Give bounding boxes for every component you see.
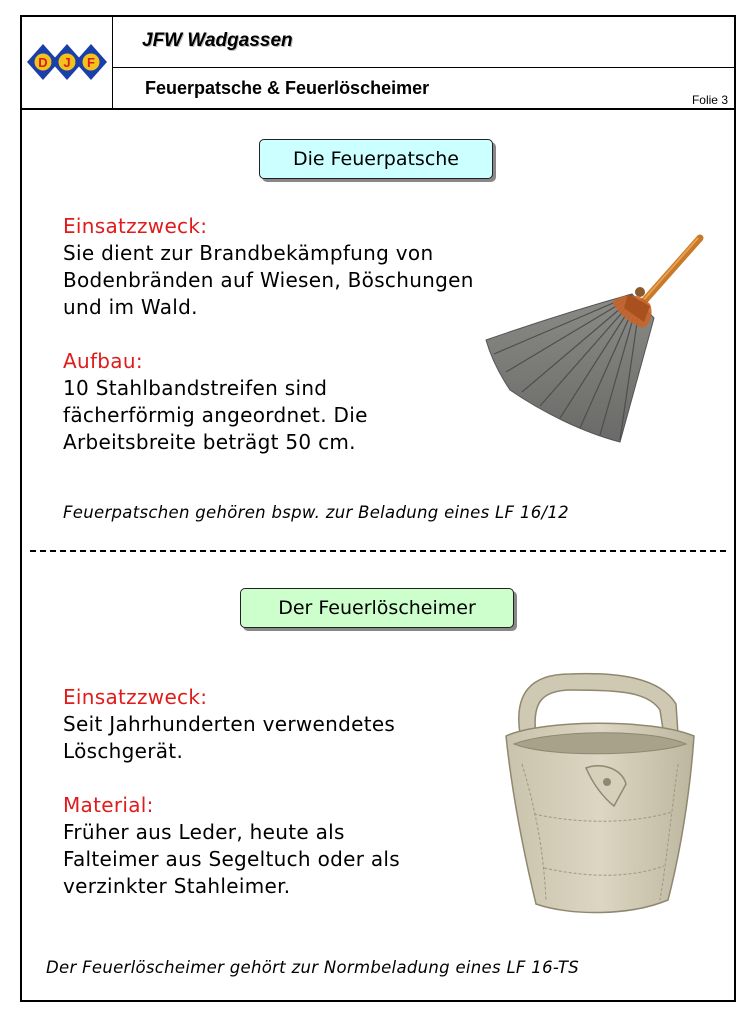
material-line: Falteimer aus Segeltuch oder als — [63, 847, 401, 871]
purpose-label: Einsatzzweck: — [63, 685, 208, 709]
feuerloescheimer-note: Der Feuerlöscheimer gehört zur Normbeladung eines LF 16-TS — [46, 958, 580, 977]
purpose-line: Sie dient zur Brandbekämpfung von — [63, 241, 434, 265]
slide-number: Folie 3 — [691, 93, 728, 107]
build-line: 10 Stahlbandstreifen sind — [63, 376, 328, 400]
feuerpatsche-text — [63, 213, 474, 456]
section-divider — [30, 550, 726, 552]
logo-letter-j: J — [63, 55, 71, 70]
org-name: JFW Wadgassen — [142, 30, 293, 51]
purpose-line: Seit Jahrhunderten verwendetes — [63, 712, 396, 736]
slide-subtitle: Feuerpatsche & Feuerlöscheimer — [145, 78, 430, 98]
material-label: Material: — [63, 793, 154, 817]
logo-letter-d: D — [38, 55, 48, 70]
build-label: Aufbau: — [63, 349, 143, 373]
build-line: Arbeitsbreite beträgt 50 cm. — [63, 430, 356, 454]
canvas-bucket-icon — [500, 664, 700, 922]
header-bottom-border — [20, 108, 736, 110]
purpose-line: Löschgerät. — [63, 739, 184, 763]
material-line: verzinkter Stahleimer. — [63, 874, 291, 898]
purpose-line: und im Wald. — [63, 295, 198, 319]
purpose-line: Bodenbränden auf Wiesen, Böschungen — [63, 268, 474, 292]
djf-logo — [25, 42, 109, 82]
logo-letter-f: F — [87, 55, 95, 70]
section-title-feuerpatsche: Die Feuerpatsche — [259, 139, 493, 179]
feuerpatsche-note: Feuerpatschen gehören bspw. zur Beladung eines LF 16/12 — [63, 503, 569, 522]
purpose-label: Einsatzzweck: — [63, 214, 208, 238]
feuerloescheimer-text — [63, 684, 400, 900]
build-line: fächerförmig angeordnet. Die — [63, 403, 368, 427]
header-divider — [112, 67, 736, 68]
material-line: Früher aus Leder, heute als — [63, 820, 345, 844]
fire-beater-icon — [482, 232, 706, 448]
logo-diamond-f — [75, 44, 107, 80]
section-title-feuerloescheimer: Der Feuerlöscheimer — [240, 588, 514, 628]
